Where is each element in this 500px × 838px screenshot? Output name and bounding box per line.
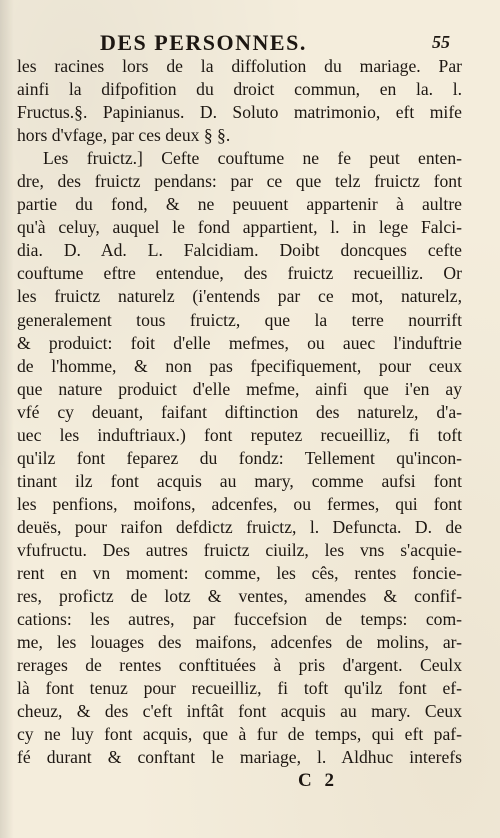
text-line: ainfi la difpofition du droict commun, en la. l.	[17, 79, 462, 100]
text-line: les racines lors de la diffolution du mariage. Par	[17, 56, 462, 76]
text-line: generalement tous fruictz, que la terre nourrift	[17, 309, 462, 330]
text-line: me, les louages des maifons, adcenfes de molins, ar-	[17, 632, 462, 653]
text-line: rent en vn moment: comme, les cês, rentes foncie-	[17, 563, 462, 584]
text-line: fé durant & conftant le mariage, l. Aldhuc interefs	[17, 747, 462, 768]
text-line: les penfions, moifons, adcenfes, ou fermes, qui font	[17, 493, 462, 514]
text-line: dre, des fruictz pendans: par ce que telz fruictz font	[17, 171, 462, 192]
text-line: res, profictz de lotz & ventes, amendes & confif-	[17, 586, 462, 607]
text-line: que nature produict d'elle mefme, ainfi que i'en ay	[17, 378, 462, 399]
text-line: vfé cy deuant, faifant diftinction des naturelz, d'a-	[17, 401, 462, 422]
page-number: 55	[432, 32, 450, 52]
text-line: couftume eftre entendue, des fruictz recueilliz. Or	[17, 263, 462, 284]
text-line: de l'homme, & non pas fpecifiquement, pour ceux	[17, 355, 462, 376]
body-text	[17, 55, 462, 769]
text-line: tinant ilz font acquis au mary, comme aufsi font	[17, 470, 462, 491]
text-line: & produict: foit d'elle mefmes, ou auec l'induftrie	[17, 332, 462, 353]
running-head: DES PERSONNES.	[100, 30, 307, 55]
text-line: dia. D. Ad. L. Falcidiam. Doibt doncques cefte	[17, 240, 462, 261]
text-line: là font tenuz pour recueilliz, fi toft qu'ilz font ef-	[17, 678, 462, 699]
text-line: vfufructu. Des autres fruictz ciuilz, les vns s'acquie-	[17, 539, 462, 560]
text-line: deuës, pour raifon defdictz fruictz, l. Defuncta. D. de	[17, 516, 462, 537]
text-line: Fructus.§. Papinianus. D. Soluto matrimonio, eft mife	[17, 102, 462, 123]
page-header	[100, 30, 450, 58]
text-line: uec les induftriaux.) font reputez recueilliz, fi toft	[17, 424, 462, 445]
gutter-shadow	[0, 0, 14, 838]
text-line: hors d'vfage, par ces deux § §.	[17, 125, 231, 146]
text-line: cations: les autres, par fuccefsion de temps: com-	[17, 609, 462, 630]
text-line: Les fruictz.] Cefte couftume ne fe peut enten-	[43, 148, 462, 169]
text-line: qu'à celuy, auquel le fond appartient, l. in lege Falci-	[17, 217, 462, 238]
text-line: qu'ilz font feparez du fondz: Tellement qu'incon-	[17, 447, 462, 468]
text-line: rerages de rentes conftituées à pris d'argent. Ceulx	[17, 655, 462, 676]
text-line: cheuz, & des c'eft inftât font acquis au mary. Ceux	[17, 701, 462, 722]
signature-mark: C 2	[298, 770, 338, 791]
text-line: les fruictz naturelz (i'entends par ce mot, naturelz,	[17, 286, 462, 307]
text-line: partie du fond, & ne peuuent appartenir à aultre	[17, 194, 462, 215]
text-line: cy ne luy font acquis, que à fur de temps, qui eft paf-	[17, 724, 462, 745]
